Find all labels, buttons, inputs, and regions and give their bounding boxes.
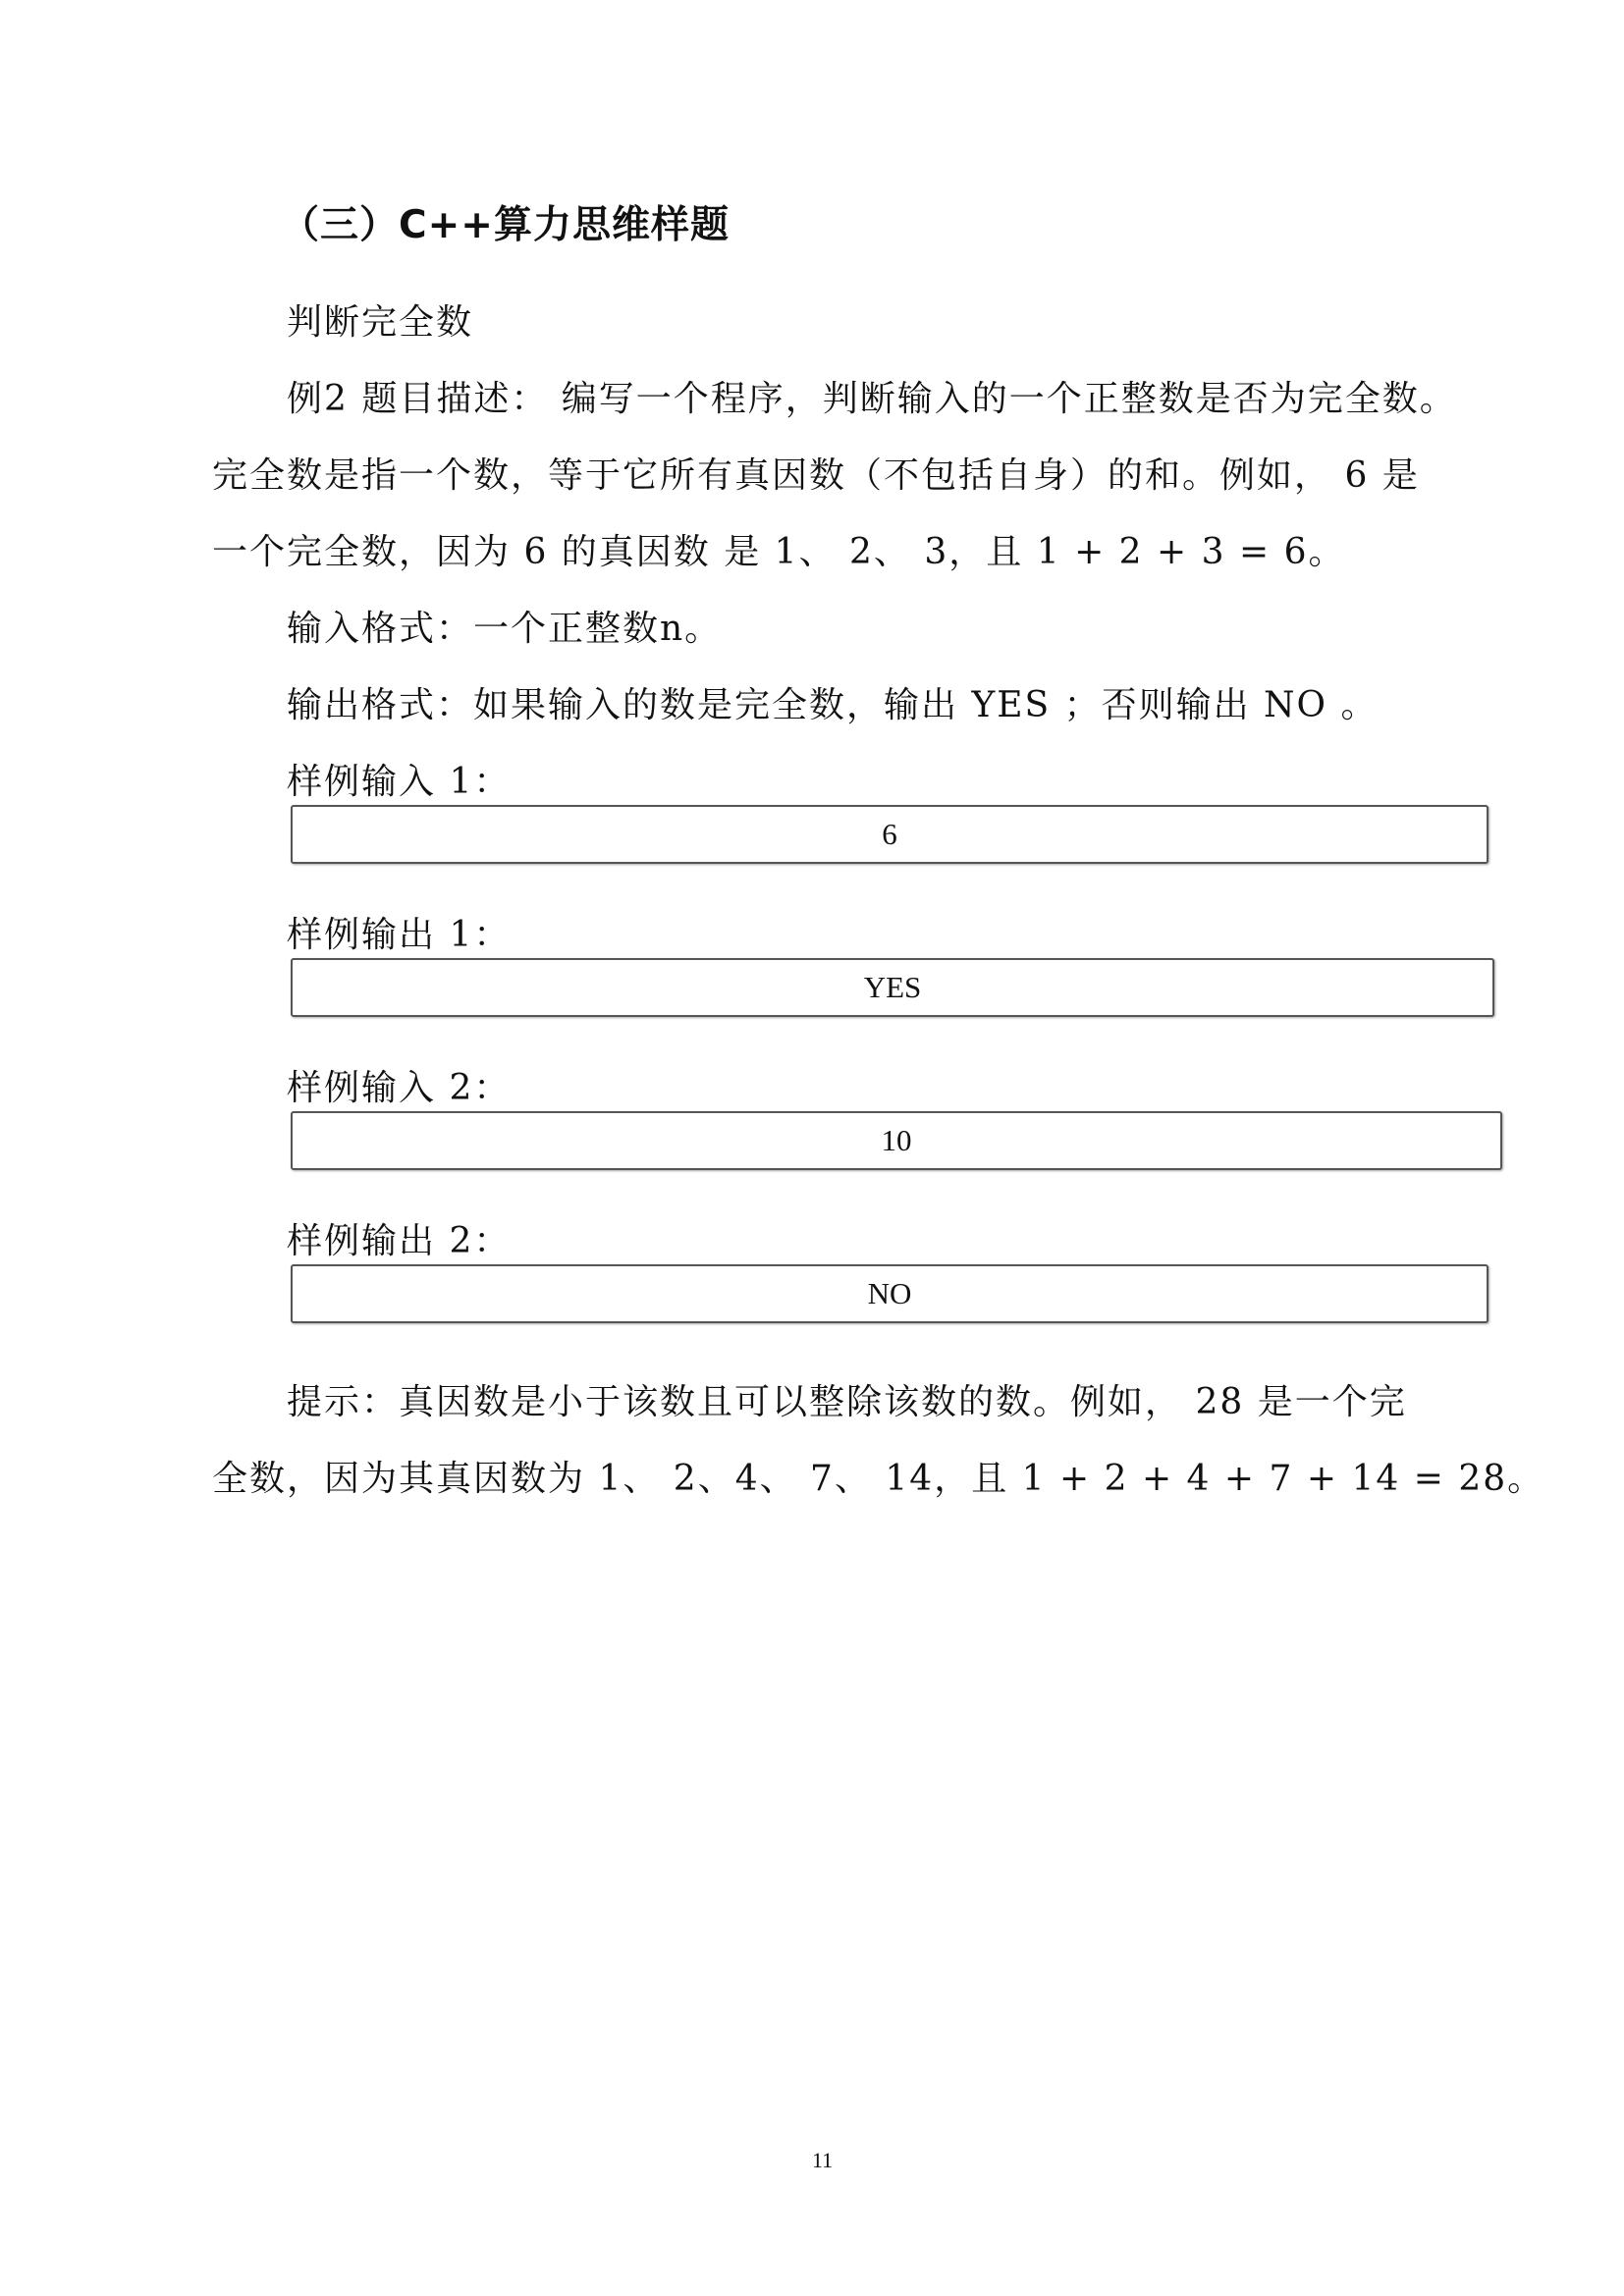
sample-output-2-box	[291, 1264, 1489, 1323]
description-line-3: 一个完全数，因为 6 的真因数 是 1、 2、 3，且 1 + 2 + 3 = 6。	[212, 532, 1346, 572]
hint-line-2: 全数，因为其真因数为 1、 2、4、 7、 14，且 1 + 2 + 4 + 7 + 14 = 28。	[212, 1459, 1545, 1499]
section-heading: （三）C++算力思维样题	[281, 203, 730, 247]
hint-line-1: 提示：真因数是小于该数且可以整除该数的数。例如， 28 是一个完	[287, 1382, 1407, 1422]
sample-input-1-box	[291, 805, 1489, 864]
sample-output-1-box	[291, 958, 1494, 1017]
sample-input-1-label: 样例输入 1：	[287, 762, 512, 802]
sample-input-1-value: 6	[882, 817, 897, 851]
sample-output-2-label: 样例输出 2：	[287, 1221, 512, 1261]
sample-input-2-box	[291, 1111, 1502, 1170]
sample-input-2-value: 10	[881, 1123, 912, 1157]
sample-output-1-label: 样例输出 1：	[287, 915, 512, 955]
description-line-1: 例2 题目描述： 编写一个程序，判断输入的一个正整数是否为完全数。	[287, 379, 1457, 419]
problem-title: 判断完全数	[287, 302, 474, 343]
sample-output-2-value: NO	[867, 1276, 912, 1310]
page-number: 11	[812, 2148, 834, 2172]
output-format: 输出格式：如果输入的数是完全数，输出 YES ；否则输出 NO 。	[287, 685, 1379, 725]
sample-input-2-label: 样例输入 2：	[287, 1068, 512, 1108]
input-format: 输入格式：一个正整数n。	[287, 609, 723, 649]
sample-output-1-value: YES	[863, 970, 922, 1004]
description-line-2: 完全数是指一个数，等于它所有真因数（不包括自身）的和。例如， 6 是	[212, 455, 1420, 496]
